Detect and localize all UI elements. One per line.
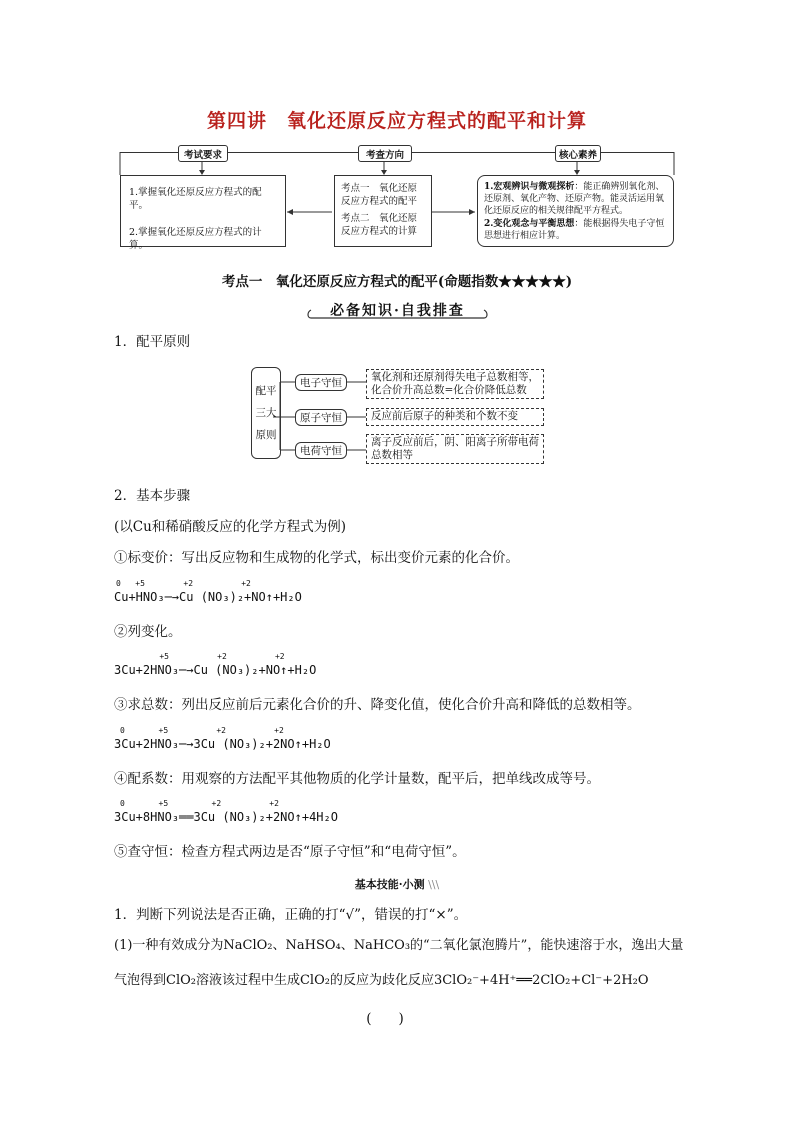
exam-direction-header: 考查方向 xyxy=(358,145,412,162)
core-literacy-header: 核心素养 xyxy=(555,145,601,162)
principles-center-box: 配平 三大 原则 xyxy=(251,367,281,459)
core-item: 1.宏观辨识与微观探析：能正确辨别氧化剂、还原剂、氧化产物、还原产物。能灵活运用氧化还原反应的相关规律配平方程式。 xyxy=(484,182,665,216)
equation: 3Cu+2HNO₃─→3Cu (NO₃)₂+2NO↑+H₂O xyxy=(114,737,331,751)
section-heading: 2．基本步骤 xyxy=(114,488,191,504)
requirement-item: 1.掌握氧化还原反应方程式的配平。 xyxy=(129,187,262,211)
equation: 3Cu+2HNO₃─→Cu (NO₃)₂+NO↑+H₂O xyxy=(114,663,317,677)
oxidation-states: +5 +2 +2 xyxy=(116,652,285,661)
equation: Cu+HNO₃─→Cu (NO₃)₂+NO↑+H₂O xyxy=(114,590,302,604)
core-item: 2.变化观念与平衡思想：能根据得失电子守恒思想进行相应计算。 xyxy=(484,219,665,241)
oxidation-states: 0 +5 +2 +2 xyxy=(120,726,284,735)
step-text: ⑤查守恒：检查方程式两边是否“原子守恒”和“电荷守恒”。 xyxy=(114,844,466,860)
answer-blank[interactable]: ( ) xyxy=(366,1011,404,1027)
step-text: ④配系数：用观察的方法配平其他物质的化学计量数，配平后，把单线改成等号。 xyxy=(114,771,600,787)
page-title: 第四讲 氧化还原反应方程式的配平和计算 xyxy=(206,110,587,132)
rule-charge-conservation: 电荷守恒 xyxy=(295,442,347,459)
step-text: ①标变价：写出反应物和生成物的化学式，标出变价元素的化合价。 xyxy=(114,550,519,566)
question-text: (1)一种有效成分为NaClO₂、NaHSO₄、NaHCO₃的“二氧化氯泡腾片”，能快速溶于水，逸出大量 xyxy=(114,938,684,953)
equation: 3Cu+8HNO₃══3Cu (NO₃)₂+2NO↑+4H₂O xyxy=(114,810,338,824)
oxidation-states: 0 +5 +2 +2 xyxy=(116,579,251,588)
step-text: ③求总数：列出反应前后元素化合价的升、降变化值，使化合价升高和降低的总数相等。 xyxy=(114,697,641,713)
section-heading: 1．配平原则 xyxy=(114,334,191,350)
exam-requirements-header: 考试要求 xyxy=(178,145,228,162)
question-intro: 1．判断下列说法是否正确，正确的打“√”，错误的打“×”。 xyxy=(114,907,468,923)
difficulty-stars: ★★★★★ xyxy=(498,274,566,290)
rule-desc: 氧化剂和还原剂得失电子总数相等，化合价升高总数=化合价降低总数 xyxy=(366,369,544,399)
oxidation-states: 0 +5 +2 +2 xyxy=(120,799,279,808)
rule-desc: 反应前后原子的种类和个数不变 xyxy=(366,408,544,426)
rule-desc: 离子反应前后，阴、阳离子所带电荷总数相等 xyxy=(366,434,544,464)
example-note: (以Cu和稀硝酸反应的化学方程式为例) xyxy=(114,519,347,535)
core-literacy-box xyxy=(477,175,674,247)
banner-basic-skills: 基本技能·小测 \\\ xyxy=(354,878,440,891)
question-text: 气泡得到ClO₂溶液该过程中生成ClO₂的反应为歧化反应3ClO₂⁻+4H⁺══2ClO₂+Cl⁻+2H₂O xyxy=(114,973,649,988)
direction-item: 考点一 氧化还原反应方程式的配平 xyxy=(341,183,418,207)
exam-requirements-box xyxy=(120,175,286,251)
direction-item: 考点二 氧化还原反应方程式的计算 xyxy=(341,213,418,237)
banner-required-knowledge: 必备知识·自我排查 xyxy=(305,298,490,322)
rule-atom-conservation: 原子守恒 xyxy=(295,409,347,426)
exam-direction-box xyxy=(334,175,432,247)
slash-decoration-icon: \\\ xyxy=(424,878,440,891)
topic-heading: 考点一 氧化还原反应方程式的配平(命题指数★★★★★) xyxy=(221,274,573,290)
step-text: ②列变化。 xyxy=(114,624,182,640)
rule-electron-conservation: 电子守恒 xyxy=(295,374,347,391)
requirement-item: 2.掌握氧化还原反应方程式的计算。 xyxy=(129,227,262,251)
